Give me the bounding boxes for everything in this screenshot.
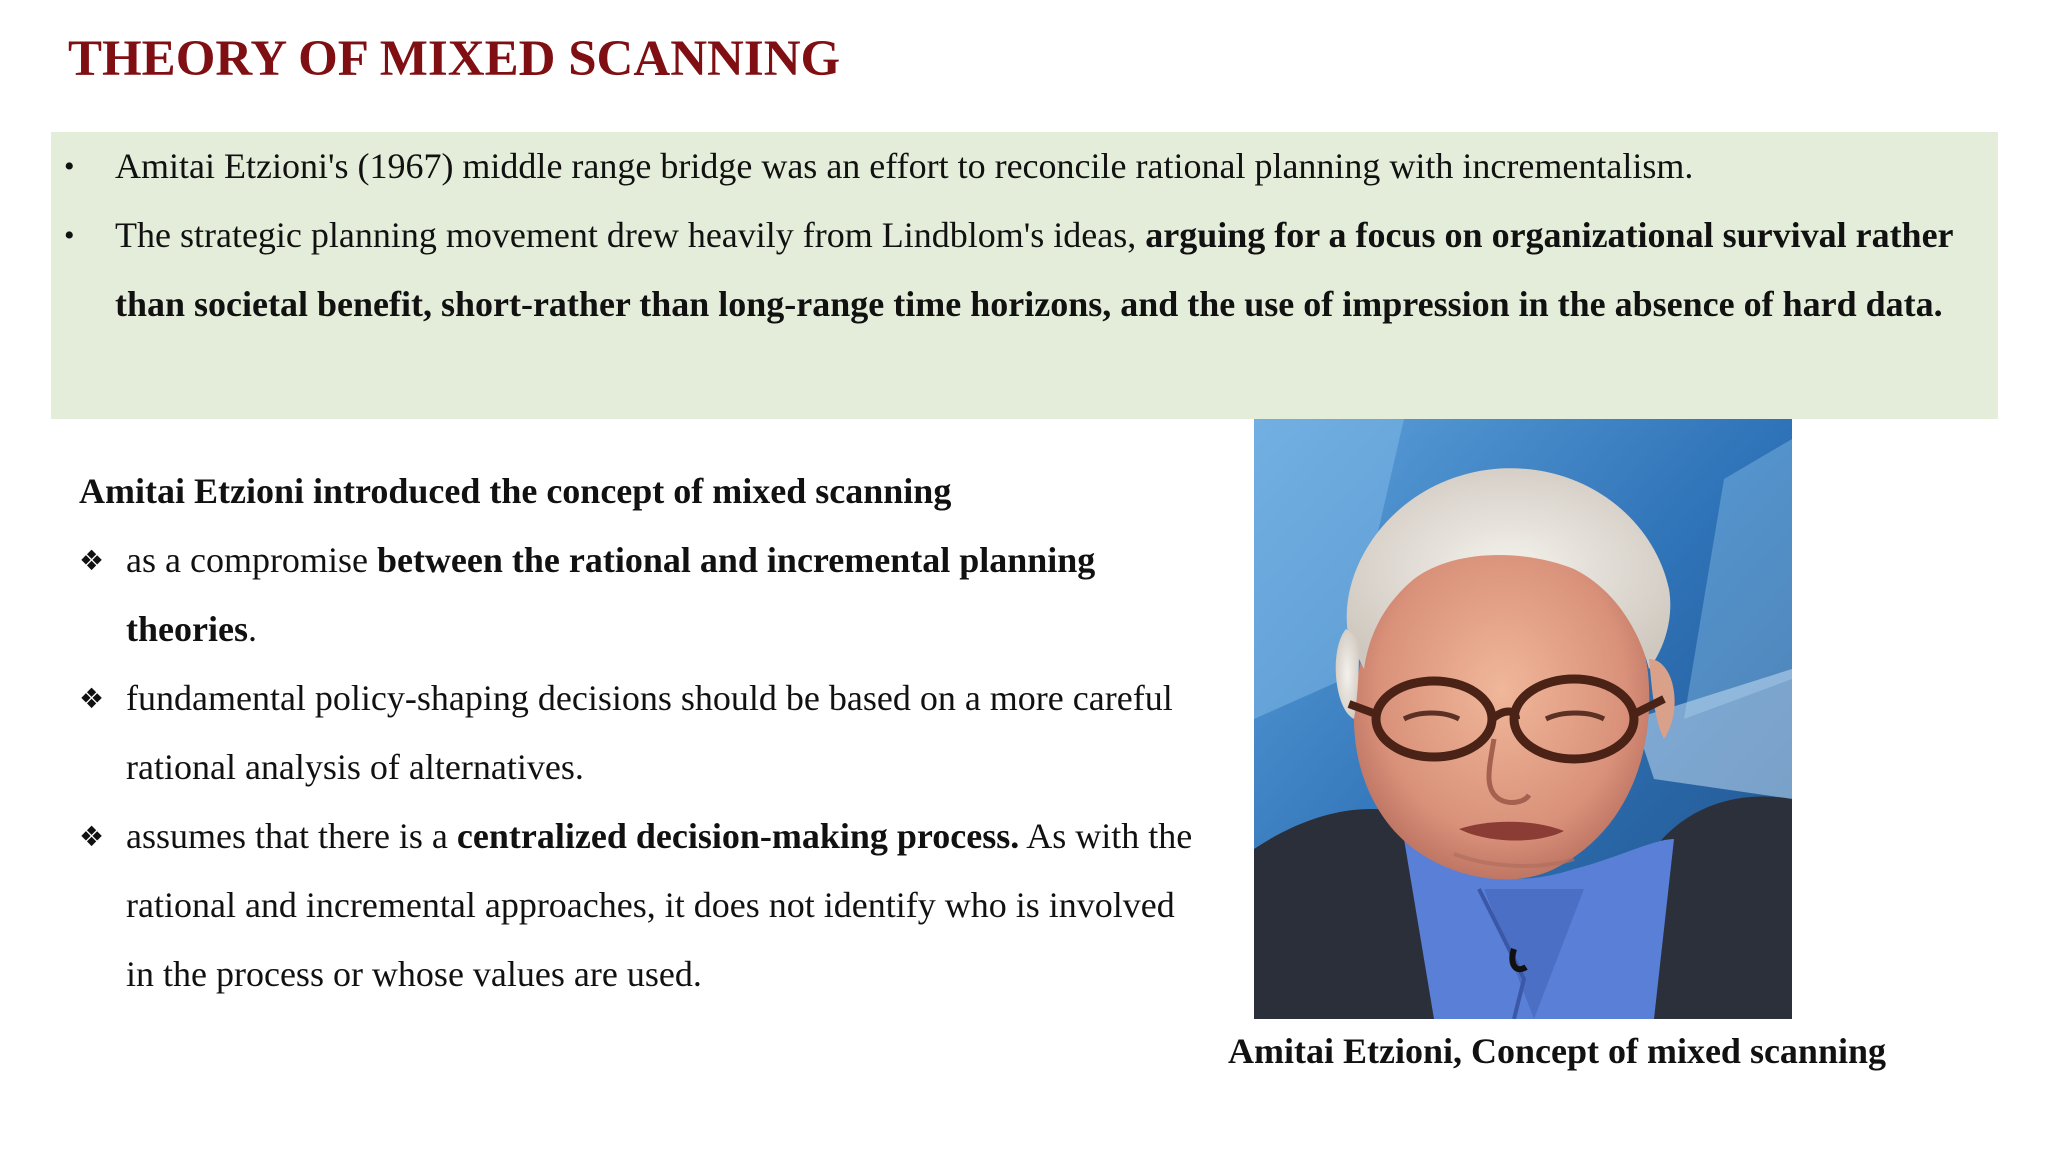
top-bullet-1-text: Amitai Etzioni's (1967) middle range bridge was an effort to reconcile rational planning with incrementalism. xyxy=(115,146,1694,186)
bullet-icon: • xyxy=(64,219,75,252)
photo-caption: Amitai Etzioni, Concept of mixed scanning xyxy=(1228,1031,1887,1071)
point-1-end: . xyxy=(247,609,257,649)
diamond-bullet-icon: ❖ xyxy=(79,682,105,715)
point-centralized-process xyxy=(79,802,1199,1009)
highlight-box xyxy=(51,132,1998,419)
mixed-scanning-section xyxy=(79,457,1199,1009)
top-bullet-list xyxy=(51,132,2015,339)
point-1-bold: between the rational and incremental planning theories xyxy=(126,540,1096,649)
bullet-icon: • xyxy=(64,150,75,183)
section-intro: Amitai Etzioni introduced the concept of mixed scanning xyxy=(79,471,952,511)
top-bullet-2-text: The strategic planning movement drew heavily from Lindblom's ideas, xyxy=(115,215,1146,255)
point-2-text: fundamental policy-shaping decisions should be based on a more careful rational analysis of alternatives. xyxy=(126,678,1173,787)
point-3-bold: centralized decision-making process. xyxy=(456,816,1020,856)
top-bullet-2-bold: arguing for a focus on organizational survival rather than societal benefit, short-rather than long-range time horizons, and the use of impression in the absence of hard data. xyxy=(115,215,1953,324)
top-bullet-2 xyxy=(51,201,2015,339)
slide-title: THEORY OF MIXED SCANNING xyxy=(68,31,841,87)
point-compromise xyxy=(79,526,1199,664)
diamond-bullet-icon: ❖ xyxy=(79,820,105,853)
point-3-end: As with the rational and incremental approaches, it does not identify who is involved in the process or whose values are used. xyxy=(126,816,1193,994)
diamond-list xyxy=(79,526,1199,1009)
point-3-text: assumes that there is a xyxy=(126,816,457,856)
etzioni-portrait-photo xyxy=(1254,419,1792,1019)
point-1-text: as a compromise xyxy=(126,540,377,580)
point-fundamental-decisions xyxy=(79,664,1199,802)
top-bullet-1 xyxy=(51,132,2015,201)
diamond-bullet-icon: ❖ xyxy=(79,544,105,577)
